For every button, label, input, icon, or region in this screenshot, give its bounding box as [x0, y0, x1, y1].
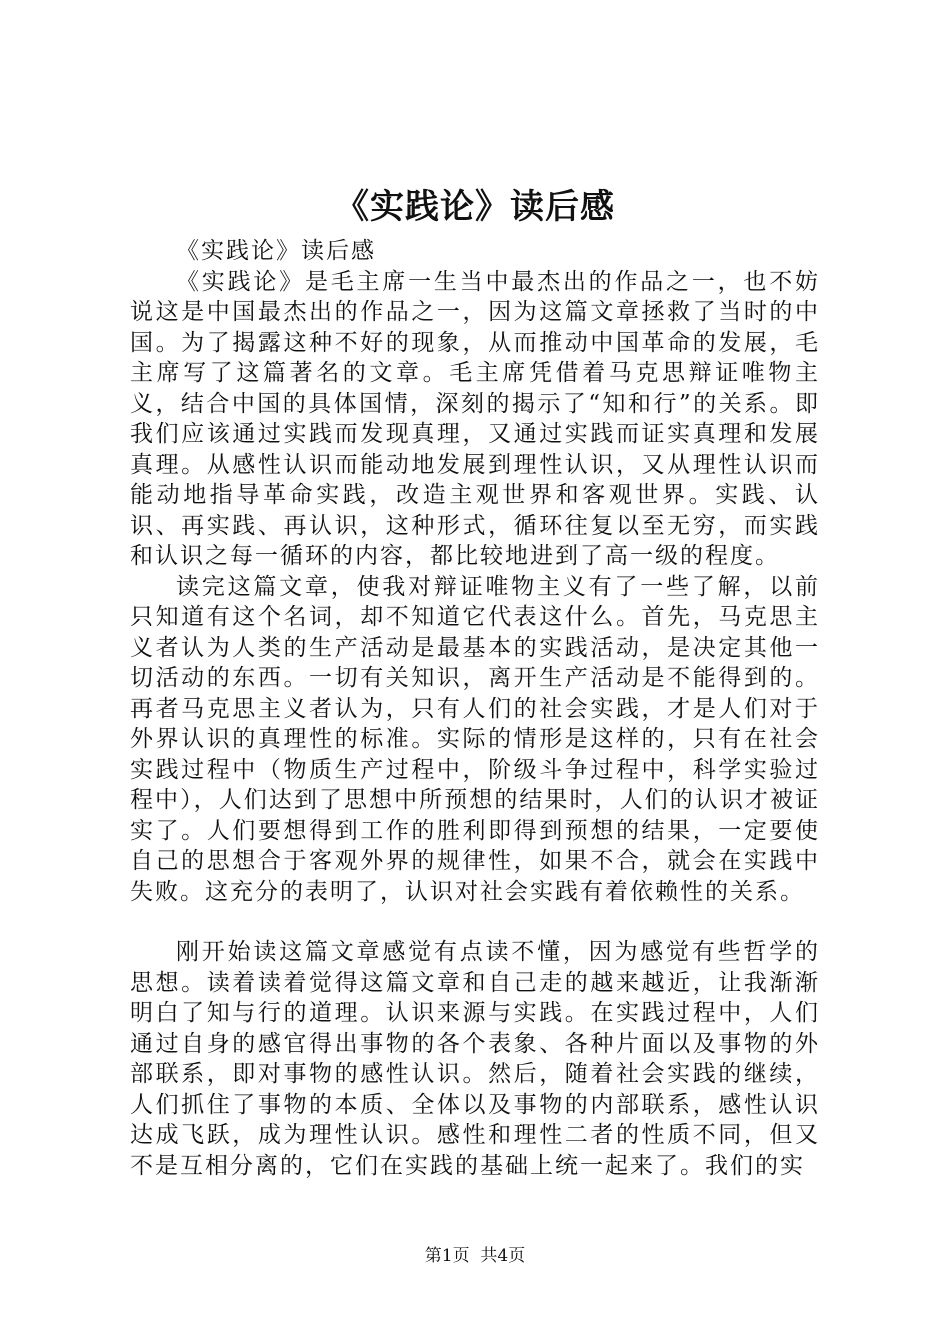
page-number: 第1页 [424, 1246, 470, 1266]
footer-gap [470, 1246, 481, 1266]
page-footer [0, 1244, 950, 1268]
paragraph-3: 刚开始读这篇文章感觉有点读不懂，因为感觉有些哲学的思想。读着读着觉得这篇文章和自己走的越来越近，让我渐渐明白了知与行的道理。认识来源与实践。在实践过程中，人们通过自身的感官得出事物的各个表象、各种片面以及事物的外部联系，即对事物的感性认识。然后，随着社会实践的继续，人们抓住了事物的本质、全体以及事物的内部联系，感性认识达成飞跃，成为理性认识。感性和理性二者的性质不同，但又不是互相分离的，它们在实践的基础上统一起来了。我们的实 [130, 939, 820, 1179]
document-title: 《实践论》读后感 [335, 187, 615, 227]
paragraph-1: 《实践论》是毛主席一生当中最杰出的作品之一，也不妨说这是中国最杰出的作品之一，因为这篇文章拯救了当时的中国。为了揭露这种不好的现象，从而推动中国革命的发展，毛主席写了这篇著名的文章。毛主席凭借着马克思辩证唯物主义，结合中国的具体国情，深刻的揭示了“知和行”的关系。即我们应该通过实践而发现真理，又通过实践而证实真理和发展真理。从感性认识而能动地发展到理性认识，又从理性认识而能动地指导革命实践，改造主观世界和客观世界。实践、认识、再实践、再认识，这种形式，循环往复以至无穷，而实践和认识之每一循环的内容，都比较地进到了高一级的程度。 [130, 268, 820, 569]
document-body [130, 236, 820, 1181]
paragraph-2: 读完这篇文章，使我对辩证唯物主义有了一些了解，以前只知道有这个名词，却不知道它代表这什么。首先，马克思主义者认为人类的生产活动是最基本的实践活动，是决定其他一切活动的东西。一切有关知识，离开生产活动是不能得到的。再者马克思主义者认为，只有人们的社会实践，才是人们对于外界认识的真理性的标准。实际的情形是这样的，只有在社会实践过程中（物质生产过程中，阶级斗争过程中，科学实验过程中），人们达到了思想中所预想的结果时，人们的认识才被证实了。人们要想得到工作的胜利即得到预想的结果，一定要使自己的思想合于客观外界的规律性，如果不合，就会在实践中失败。这充分的表明了，认识对社会实践有着依赖性的关系。 [130, 573, 820, 905]
subtitle-line: 《实践论》读后感 [176, 238, 376, 264]
page-total: 共4页 [480, 1246, 526, 1266]
